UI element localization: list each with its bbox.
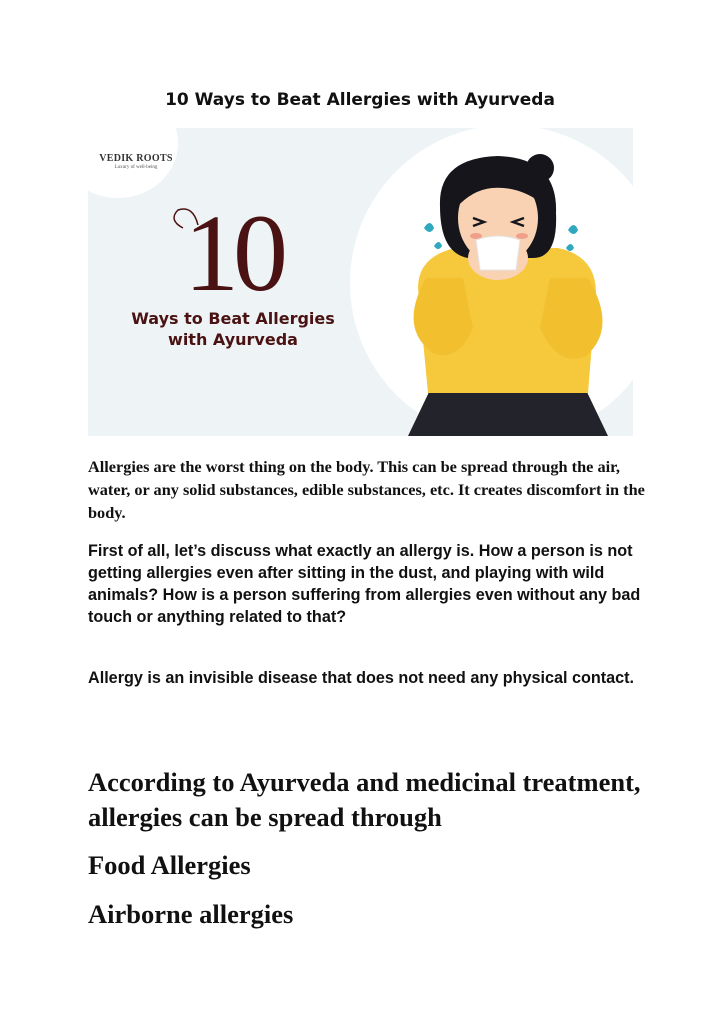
hero-banner — [88, 128, 633, 436]
tissue-shape — [476, 236, 520, 270]
banner-caption-line2: with Ayurveda — [168, 330, 298, 349]
brand-logo-text: VEDIK ROOTS — [99, 153, 173, 164]
skirt-shape — [408, 390, 608, 436]
intro-paragraph: Allergies are the worst thing on the body. This can be spread through the air, water, or any solid substances, edible substances, etc. It creates discomfort in the body. — [88, 457, 645, 522]
airborne-allergies-heading: Airborne allergies — [88, 899, 294, 929]
banner-number: 10 — [184, 192, 282, 314]
food-allergies-heading: Food Allergies — [88, 850, 251, 880]
hair-bun-shape — [526, 154, 554, 182]
banner-caption-line1: Ways to Beat Allergies — [131, 309, 335, 328]
definition-paragraph: First of all, let’s discuss what exactly an allergy is. How a person is not getting allergies even after sitting in the dust, and playing with wild animals? How is a person suffering from allergies even without any bad touch or anything related to that? — [88, 542, 641, 626]
banner-caption — [118, 308, 348, 350]
brand-tagline: Luxury of well-being — [114, 165, 158, 170]
invisible-disease-paragraph: Allergy is an invisible disease that does not need any physical contact. — [88, 669, 635, 687]
section-heading: According to Ayurveda and medicinal treatment, allergies can be spread through — [88, 767, 641, 832]
document-title: 10 Ways to Beat Allergies with Ayurveda — [165, 90, 555, 110]
